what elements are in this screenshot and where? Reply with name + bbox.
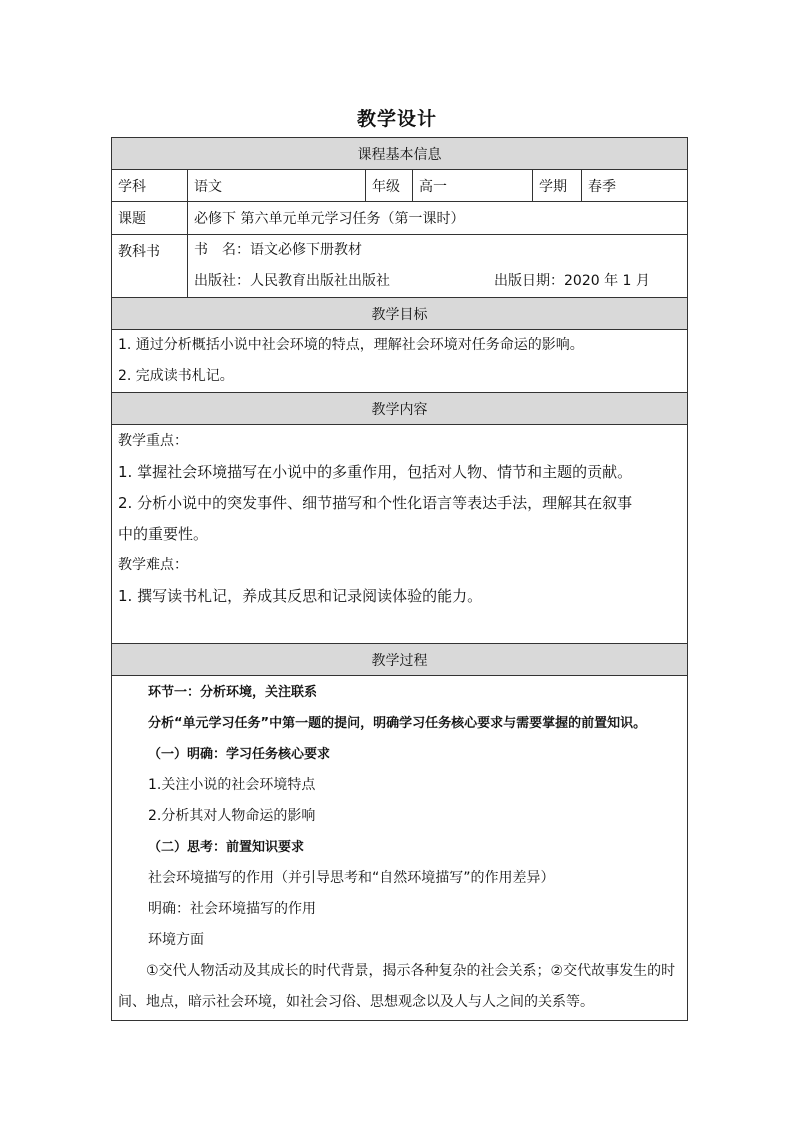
- subject-value: 语文: [188, 170, 366, 202]
- section-header-process: 教学过程: [112, 644, 688, 676]
- section-header-basic-info: 课程基本信息: [112, 138, 688, 170]
- content-cell: [112, 425, 688, 644]
- goals-cell: [112, 330, 688, 393]
- goal-item: 1. 通过分析概括小说中社会环境的特点，理解社会环境对任务命运的影响。: [118, 337, 584, 353]
- difficulty-label: 教学难点：: [118, 557, 188, 573]
- goal-item: 2. 完成读书札记。: [118, 368, 234, 384]
- key-points-label: 教学重点：: [118, 433, 188, 449]
- subsection-heading: （一）明确：学习任务核心要求: [148, 747, 331, 762]
- environment-paragraph: 间、地点，暗示社会环境，如社会习俗、思想观念以及人与人之间的关系等。: [118, 994, 594, 1010]
- key-point-item: 2. 分析小说中的突发事件、细节描写和个性化语言等表达手法，理解其在叙事: [118, 494, 633, 512]
- textbook-details: [188, 235, 688, 298]
- lesson-plan-table: [111, 137, 688, 1021]
- step-heading: 环节一：分析环境，关注联系: [148, 685, 318, 700]
- requirement-item: 1.关注小说的社会环境特点: [148, 777, 316, 793]
- topic-label: 课题: [112, 202, 188, 235]
- grade-label: 年级: [366, 170, 413, 202]
- section-header-content: 教学内容: [112, 393, 688, 425]
- book-name: 书 名：语文必修下册教材: [194, 242, 362, 258]
- term-value: 春季: [582, 170, 688, 202]
- difficulty-item: 1. 撰写读书札记，养成其反思和记录阅读体验的能力。: [118, 587, 483, 605]
- grade-value: 高一: [413, 170, 533, 202]
- key-point-item: 1. 掌握社会环境描写在小说中的多重作用，包括对人物、情节和主题的贡献。: [118, 463, 633, 481]
- think-prompt: 社会环境描写的作用（并引导思考和“自然环境描写”的作用差异）: [148, 870, 555, 886]
- subsection-heading: （二）思考：前置知识要求: [148, 840, 305, 855]
- requirement-item: 2.分析其对人物命运的影响: [148, 808, 316, 824]
- textbook-label: 教科书: [112, 235, 188, 298]
- document-title: 教学设计: [356, 108, 437, 130]
- publisher-row: [194, 266, 681, 297]
- clarify-line: 明确：社会环境描写的作用: [148, 901, 316, 917]
- environment-paragraph: ①交代人物活动及其成长的时代背景，揭示各种复杂的社会关系；②交代故事发生的时: [146, 963, 676, 979]
- section-header-goals: 教学目标: [112, 298, 688, 330]
- step-description: 分析“单元学习任务”中第一题的提问，明确学习任务核心要求与需要掌握的前置知识。: [148, 716, 647, 731]
- publish-date: 出版日期：2020 年 1 月: [494, 273, 650, 289]
- key-point-item: 中的重要性。: [118, 525, 209, 543]
- process-cell: [112, 676, 688, 1021]
- publisher: 出版社：人民教育出版社出版社: [194, 273, 390, 289]
- term-label: 学期: [533, 170, 582, 202]
- topic-value: 必修下 第六单元单元学习任务（第一课时）: [188, 202, 688, 235]
- subject-label: 学科: [112, 170, 188, 202]
- environment-heading: 环境方面: [148, 932, 204, 948]
